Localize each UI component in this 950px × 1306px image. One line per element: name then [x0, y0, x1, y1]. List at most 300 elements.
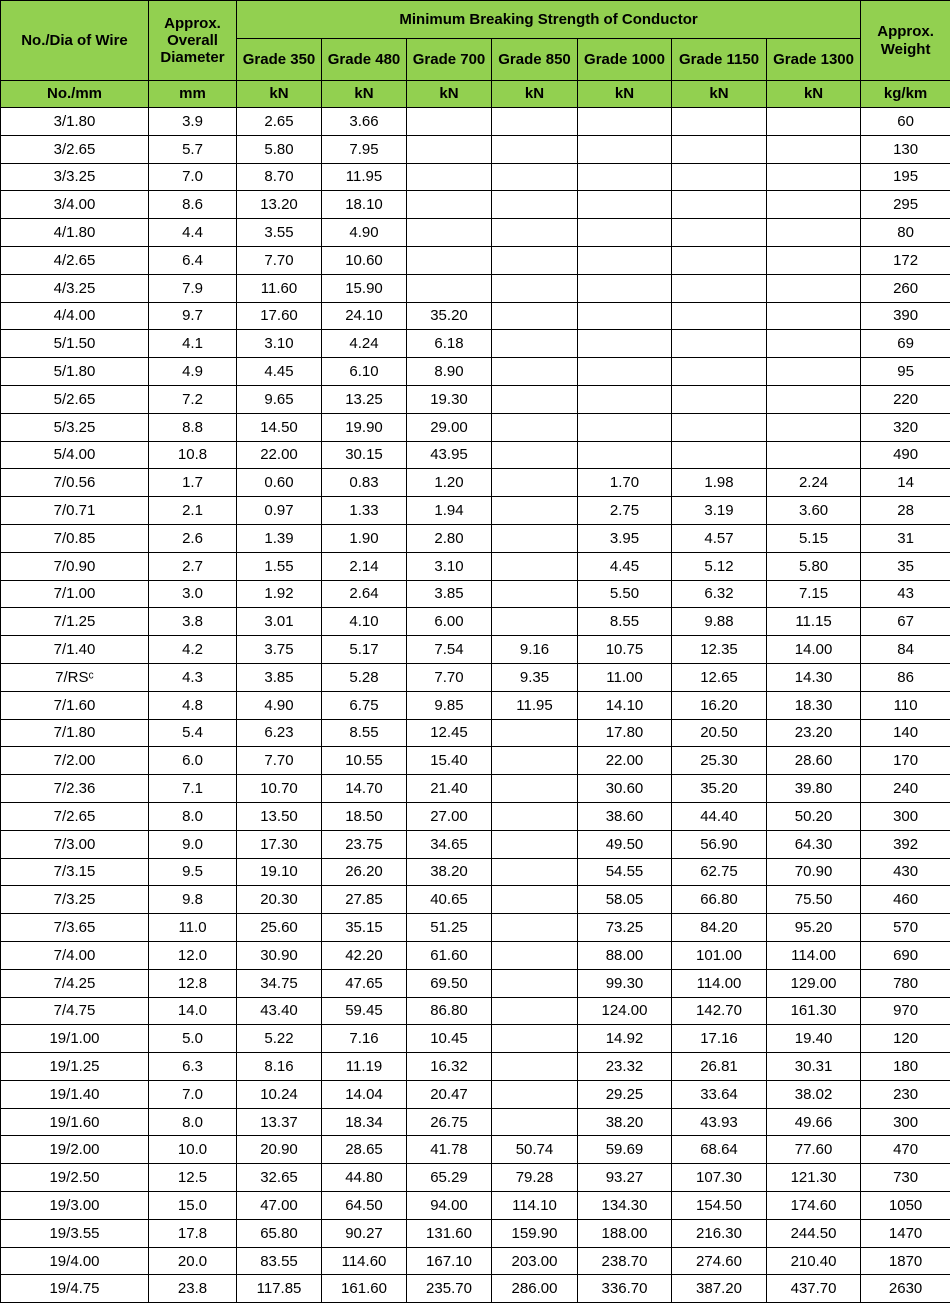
cell-grade-700: 3.85 — [407, 580, 492, 608]
cell-diameter: 6.4 — [149, 246, 237, 274]
cell-grade-1000 — [578, 135, 672, 163]
cell-wire: 7/4.25 — [1, 969, 149, 997]
table-row — [1, 108, 950, 136]
table-row — [1, 691, 950, 719]
cell-grade-350: 47.00 — [237, 1192, 322, 1220]
cell-grade-350: 13.50 — [237, 802, 322, 830]
cell-grade-1000: 93.27 — [578, 1164, 672, 1192]
header-grade-1300: Grade 1300 — [767, 39, 861, 81]
cell-grade-350: 43.40 — [237, 997, 322, 1025]
cell-weight: 60 — [861, 108, 950, 136]
cell-grade-1000: 99.30 — [578, 969, 672, 997]
cell-grade-700 — [407, 219, 492, 247]
cell-grade-480: 19.90 — [322, 413, 407, 441]
cell-wire: 7/3.25 — [1, 886, 149, 914]
cell-grade-480: 1.33 — [322, 497, 407, 525]
unit-grade-700: kN — [407, 81, 492, 108]
cell-weight: 120 — [861, 1025, 950, 1053]
cell-grade-350: 17.30 — [237, 830, 322, 858]
cell-grade-1300: 244.50 — [767, 1219, 861, 1247]
cell-diameter: 11.0 — [149, 914, 237, 942]
cell-grade-1150: 107.30 — [672, 1164, 767, 1192]
cell-grade-350: 117.85 — [237, 1275, 322, 1303]
cell-grade-700: 29.00 — [407, 413, 492, 441]
cell-diameter: 8.0 — [149, 802, 237, 830]
cell-wire: 7/0.56 — [1, 469, 149, 497]
table-row — [1, 497, 950, 525]
cell-grade-850 — [492, 1025, 578, 1053]
cell-diameter: 2.6 — [149, 524, 237, 552]
cell-wire: 5/3.25 — [1, 413, 149, 441]
cell-grade-480: 27.85 — [322, 886, 407, 914]
cell-grade-1000 — [578, 413, 672, 441]
cell-weight: 35 — [861, 552, 950, 580]
cell-grade-1000: 2.75 — [578, 497, 672, 525]
cell-diameter: 12.8 — [149, 969, 237, 997]
cell-grade-700: 27.00 — [407, 802, 492, 830]
cell-grade-1000: 29.25 — [578, 1080, 672, 1108]
cell-wire: 4/4.00 — [1, 302, 149, 330]
table-row — [1, 135, 950, 163]
cell-grade-350: 3.75 — [237, 636, 322, 664]
table-row — [1, 163, 950, 191]
cell-wire: 5/4.00 — [1, 441, 149, 469]
cell-grade-700: 6.00 — [407, 608, 492, 636]
cell-grade-480: 4.10 — [322, 608, 407, 636]
table-header — [1, 1, 950, 108]
cell-diameter: 3.8 — [149, 608, 237, 636]
cell-weight: 67 — [861, 608, 950, 636]
cell-wire: 4/3.25 — [1, 274, 149, 302]
cell-grade-1150: 5.12 — [672, 552, 767, 580]
cell-diameter: 12.0 — [149, 941, 237, 969]
cell-grade-350: 10.24 — [237, 1080, 322, 1108]
cell-grade-1300: 50.20 — [767, 802, 861, 830]
cell-grade-1000 — [578, 274, 672, 302]
cell-wire: 4/2.65 — [1, 246, 149, 274]
table-row — [1, 886, 950, 914]
cell-grade-700: 94.00 — [407, 1192, 492, 1220]
cell-grade-350: 10.70 — [237, 775, 322, 803]
cell-grade-1150 — [672, 191, 767, 219]
cell-diameter: 7.9 — [149, 274, 237, 302]
cell-grade-1300: 210.40 — [767, 1247, 861, 1275]
cell-weight: 392 — [861, 830, 950, 858]
cell-grade-1000: 134.30 — [578, 1192, 672, 1220]
table-row — [1, 524, 950, 552]
cell-grade-1300 — [767, 330, 861, 358]
cell-grade-700: 15.40 — [407, 747, 492, 775]
cell-weight: 295 — [861, 191, 950, 219]
cell-grade-350: 1.55 — [237, 552, 322, 580]
cell-grade-1000: 38.20 — [578, 1108, 672, 1136]
unit-grade-1300: kN — [767, 81, 861, 108]
cell-diameter: 23.8 — [149, 1275, 237, 1303]
cell-grade-700: 16.32 — [407, 1053, 492, 1081]
cell-grade-1300: 39.80 — [767, 775, 861, 803]
cell-grade-1150 — [672, 274, 767, 302]
table-row — [1, 914, 950, 942]
cell-grade-1300: 161.30 — [767, 997, 861, 1025]
cell-grade-1150: 12.35 — [672, 636, 767, 664]
table-row — [1, 1192, 950, 1220]
cell-grade-1300 — [767, 163, 861, 191]
cell-grade-1300: 114.00 — [767, 941, 861, 969]
cell-grade-700: 40.65 — [407, 886, 492, 914]
cell-grade-850: 286.00 — [492, 1275, 578, 1303]
cell-weight: 390 — [861, 302, 950, 330]
table-row — [1, 830, 950, 858]
cell-diameter: 2.7 — [149, 552, 237, 580]
unit-wire: No./mm — [1, 81, 149, 108]
cell-wire: 5/1.50 — [1, 330, 149, 358]
cell-grade-850 — [492, 358, 578, 386]
cell-grade-480: 6.10 — [322, 358, 407, 386]
cell-grade-480: 0.83 — [322, 469, 407, 497]
cell-diameter: 1.7 — [149, 469, 237, 497]
table-row — [1, 775, 950, 803]
cell-weight: 28 — [861, 497, 950, 525]
cell-grade-850 — [492, 941, 578, 969]
cell-diameter: 7.0 — [149, 1080, 237, 1108]
cell-grade-350: 65.80 — [237, 1219, 322, 1247]
table-row — [1, 1053, 950, 1081]
cell-grade-700 — [407, 191, 492, 219]
cell-grade-1300 — [767, 246, 861, 274]
cell-grade-480: 10.55 — [322, 747, 407, 775]
cell-wire: 7/RSᶜ — [1, 663, 149, 691]
cell-grade-850: 79.28 — [492, 1164, 578, 1192]
cell-grade-1000 — [578, 108, 672, 136]
cell-grade-1000: 1.70 — [578, 469, 672, 497]
cell-wire: 7/0.90 — [1, 552, 149, 580]
cell-grade-1150: 3.19 — [672, 497, 767, 525]
table-row — [1, 858, 950, 886]
cell-grade-480: 8.55 — [322, 719, 407, 747]
cell-grade-1300: 2.24 — [767, 469, 861, 497]
cell-grade-1150: 16.20 — [672, 691, 767, 719]
cell-grade-850: 9.16 — [492, 636, 578, 664]
cell-wire: 19/1.40 — [1, 1080, 149, 1108]
cell-grade-700: 10.45 — [407, 1025, 492, 1053]
cell-grade-1150 — [672, 302, 767, 330]
cell-grade-1000 — [578, 191, 672, 219]
cell-grade-1300 — [767, 441, 861, 469]
table-body — [1, 108, 950, 1303]
cell-wire: 5/1.80 — [1, 358, 149, 386]
cell-grade-350: 13.37 — [237, 1108, 322, 1136]
cell-grade-1150: 216.30 — [672, 1219, 767, 1247]
cell-grade-700: 34.65 — [407, 830, 492, 858]
cell-grade-480: 1.90 — [322, 524, 407, 552]
cell-grade-350: 0.60 — [237, 469, 322, 497]
cell-diameter: 8.8 — [149, 413, 237, 441]
cell-weight: 490 — [861, 441, 950, 469]
cell-grade-1300 — [767, 358, 861, 386]
cell-grade-850: 11.95 — [492, 691, 578, 719]
cell-wire: 19/1.60 — [1, 1108, 149, 1136]
cell-grade-1000: 188.00 — [578, 1219, 672, 1247]
cell-grade-850 — [492, 1053, 578, 1081]
cell-grade-350: 17.60 — [237, 302, 322, 330]
cell-grade-1150: 62.75 — [672, 858, 767, 886]
cell-grade-480: 6.75 — [322, 691, 407, 719]
cell-wire: 7/4.00 — [1, 941, 149, 969]
cell-grade-1150: 44.40 — [672, 802, 767, 830]
cell-grade-480: 18.10 — [322, 191, 407, 219]
cell-grade-1300 — [767, 274, 861, 302]
cell-grade-480: 24.10 — [322, 302, 407, 330]
cell-grade-350: 8.70 — [237, 163, 322, 191]
cell-diameter: 6.3 — [149, 1053, 237, 1081]
cell-grade-350: 2.65 — [237, 108, 322, 136]
cell-weight: 730 — [861, 1164, 950, 1192]
cell-weight: 31 — [861, 524, 950, 552]
cell-weight: 320 — [861, 413, 950, 441]
cell-grade-850 — [492, 914, 578, 942]
cell-grade-700: 235.70 — [407, 1275, 492, 1303]
cell-grade-850 — [492, 969, 578, 997]
cell-wire: 3/1.80 — [1, 108, 149, 136]
table-row — [1, 1108, 950, 1136]
cell-diameter: 6.0 — [149, 747, 237, 775]
cell-grade-1000: 124.00 — [578, 997, 672, 1025]
header-wire: No./Dia of Wire — [1, 1, 149, 81]
cell-grade-1300: 437.70 — [767, 1275, 861, 1303]
cell-grade-350: 8.16 — [237, 1053, 322, 1081]
cell-weight: 110 — [861, 691, 950, 719]
cell-grade-1300: 121.30 — [767, 1164, 861, 1192]
cell-wire: 19/4.75 — [1, 1275, 149, 1303]
cell-grade-1150 — [672, 163, 767, 191]
cell-grade-1000 — [578, 163, 672, 191]
cell-grade-1000: 49.50 — [578, 830, 672, 858]
unit-grade-1150: kN — [672, 81, 767, 108]
cell-grade-480: 2.14 — [322, 552, 407, 580]
cell-diameter: 3.0 — [149, 580, 237, 608]
cell-grade-350: 7.70 — [237, 747, 322, 775]
cell-wire: 3/3.25 — [1, 163, 149, 191]
cell-grade-850 — [492, 608, 578, 636]
cell-wire: 7/1.00 — [1, 580, 149, 608]
cell-grade-850 — [492, 330, 578, 358]
table-row — [1, 1025, 950, 1053]
cell-grade-1150: 84.20 — [672, 914, 767, 942]
cell-weight: 570 — [861, 914, 950, 942]
cell-grade-850: 50.74 — [492, 1136, 578, 1164]
cell-grade-1150: 66.80 — [672, 886, 767, 914]
cell-grade-350: 3.01 — [237, 608, 322, 636]
cell-weight: 130 — [861, 135, 950, 163]
cell-grade-700: 51.25 — [407, 914, 492, 942]
cell-grade-1000: 238.70 — [578, 1247, 672, 1275]
cell-diameter: 15.0 — [149, 1192, 237, 1220]
table-row — [1, 469, 950, 497]
table-row — [1, 941, 950, 969]
cell-diameter: 7.0 — [149, 163, 237, 191]
cell-grade-480: 30.15 — [322, 441, 407, 469]
cell-grade-1300: 70.90 — [767, 858, 861, 886]
cell-grade-1300: 38.02 — [767, 1080, 861, 1108]
cell-grade-1150: 43.93 — [672, 1108, 767, 1136]
cell-grade-700: 8.90 — [407, 358, 492, 386]
cell-wire: 7/1.60 — [1, 691, 149, 719]
cell-grade-700: 167.10 — [407, 1247, 492, 1275]
cell-grade-850 — [492, 413, 578, 441]
cell-grade-350: 83.55 — [237, 1247, 322, 1275]
cell-grade-1150: 56.90 — [672, 830, 767, 858]
cell-grade-350: 4.45 — [237, 358, 322, 386]
cell-grade-1300: 18.30 — [767, 691, 861, 719]
cell-grade-850 — [492, 1108, 578, 1136]
cell-grade-1000: 11.00 — [578, 663, 672, 691]
table-row — [1, 719, 950, 747]
cell-grade-1000 — [578, 385, 672, 413]
cell-diameter: 7.1 — [149, 775, 237, 803]
cell-grade-480: 5.28 — [322, 663, 407, 691]
unit-grade-480: kN — [322, 81, 407, 108]
cell-grade-1150: 17.16 — [672, 1025, 767, 1053]
cell-grade-700: 38.20 — [407, 858, 492, 886]
header-grade-1000: Grade 1000 — [578, 39, 672, 81]
cell-grade-700: 21.40 — [407, 775, 492, 803]
cell-grade-700 — [407, 163, 492, 191]
table-row — [1, 219, 950, 247]
cell-grade-1150: 9.88 — [672, 608, 767, 636]
cell-grade-350: 1.92 — [237, 580, 322, 608]
cell-weight: 69 — [861, 330, 950, 358]
cell-grade-1000 — [578, 441, 672, 469]
cell-grade-700: 69.50 — [407, 969, 492, 997]
cell-grade-700: 61.60 — [407, 941, 492, 969]
cell-grade-1000: 54.55 — [578, 858, 672, 886]
cell-grade-1150: 154.50 — [672, 1192, 767, 1220]
cell-grade-850 — [492, 302, 578, 330]
cell-weight: 172 — [861, 246, 950, 274]
cell-weight: 780 — [861, 969, 950, 997]
cell-weight: 240 — [861, 775, 950, 803]
table-row — [1, 552, 950, 580]
cell-diameter: 12.5 — [149, 1164, 237, 1192]
cell-grade-1150: 274.60 — [672, 1247, 767, 1275]
table-row — [1, 608, 950, 636]
cell-grade-350: 14.50 — [237, 413, 322, 441]
cell-grade-850 — [492, 747, 578, 775]
cell-weight: 430 — [861, 858, 950, 886]
cell-grade-850: 159.90 — [492, 1219, 578, 1247]
cell-weight: 300 — [861, 1108, 950, 1136]
cell-grade-1150: 12.65 — [672, 663, 767, 691]
cell-grade-480: 28.65 — [322, 1136, 407, 1164]
cell-diameter: 10.8 — [149, 441, 237, 469]
cell-diameter: 14.0 — [149, 997, 237, 1025]
cell-wire: 7/3.00 — [1, 830, 149, 858]
cell-grade-1150 — [672, 108, 767, 136]
cell-grade-1150: 25.30 — [672, 747, 767, 775]
cell-grade-480: 2.64 — [322, 580, 407, 608]
cell-grade-850 — [492, 997, 578, 1025]
cell-grade-1300 — [767, 302, 861, 330]
cell-grade-480: 14.04 — [322, 1080, 407, 1108]
cell-grade-850: 9.35 — [492, 663, 578, 691]
cell-diameter: 7.2 — [149, 385, 237, 413]
cell-grade-1300 — [767, 108, 861, 136]
cell-diameter: 20.0 — [149, 1247, 237, 1275]
cell-grade-1000: 58.05 — [578, 886, 672, 914]
cell-grade-1000: 10.75 — [578, 636, 672, 664]
cell-grade-1150 — [672, 246, 767, 274]
cell-grade-1150: 20.50 — [672, 719, 767, 747]
cell-wire: 7/1.25 — [1, 608, 149, 636]
cell-wire: 7/1.40 — [1, 636, 149, 664]
table-row — [1, 330, 950, 358]
cell-diameter: 9.0 — [149, 830, 237, 858]
cell-grade-700 — [407, 274, 492, 302]
cell-grade-850 — [492, 830, 578, 858]
cell-diameter: 3.9 — [149, 108, 237, 136]
cell-wire: 7/0.71 — [1, 497, 149, 525]
cell-grade-1000: 22.00 — [578, 747, 672, 775]
cell-grade-850 — [492, 552, 578, 580]
cell-grade-700 — [407, 246, 492, 274]
cell-diameter: 4.2 — [149, 636, 237, 664]
cell-grade-850: 114.10 — [492, 1192, 578, 1220]
cell-grade-480: 161.60 — [322, 1275, 407, 1303]
cell-grade-1300: 49.66 — [767, 1108, 861, 1136]
cell-weight: 14 — [861, 469, 950, 497]
cell-wire: 19/4.00 — [1, 1247, 149, 1275]
cell-diameter: 4.8 — [149, 691, 237, 719]
cell-grade-480: 47.65 — [322, 969, 407, 997]
cell-grade-480: 5.17 — [322, 636, 407, 664]
cell-grade-700: 131.60 — [407, 1219, 492, 1247]
cell-grade-850 — [492, 497, 578, 525]
cell-grade-1150: 142.70 — [672, 997, 767, 1025]
cell-grade-350: 13.20 — [237, 191, 322, 219]
cell-grade-1000 — [578, 358, 672, 386]
cell-diameter: 17.8 — [149, 1219, 237, 1247]
cell-grade-1150: 68.64 — [672, 1136, 767, 1164]
cell-diameter: 4.3 — [149, 663, 237, 691]
cell-weight: 86 — [861, 663, 950, 691]
cell-weight: 140 — [861, 719, 950, 747]
cell-diameter: 8.0 — [149, 1108, 237, 1136]
cell-grade-480: 18.34 — [322, 1108, 407, 1136]
cell-grade-480: 4.90 — [322, 219, 407, 247]
cell-grade-850 — [492, 775, 578, 803]
cell-grade-1000: 30.60 — [578, 775, 672, 803]
cell-grade-350: 0.97 — [237, 497, 322, 525]
cell-grade-1150: 35.20 — [672, 775, 767, 803]
cell-grade-1300: 174.60 — [767, 1192, 861, 1220]
cell-grade-350: 5.22 — [237, 1025, 322, 1053]
unit-diameter: mm — [149, 81, 237, 108]
cell-grade-700: 19.30 — [407, 385, 492, 413]
cell-weight: 195 — [861, 163, 950, 191]
cell-grade-850 — [492, 802, 578, 830]
cell-grade-1150: 387.20 — [672, 1275, 767, 1303]
cell-grade-850 — [492, 441, 578, 469]
cell-grade-350: 20.30 — [237, 886, 322, 914]
cell-weight: 220 — [861, 385, 950, 413]
table-row — [1, 636, 950, 664]
cell-grade-1300 — [767, 385, 861, 413]
cell-diameter: 4.1 — [149, 330, 237, 358]
cell-grade-700: 65.29 — [407, 1164, 492, 1192]
cell-grade-1000: 59.69 — [578, 1136, 672, 1164]
cell-grade-1150: 33.64 — [672, 1080, 767, 1108]
cell-grade-1150 — [672, 219, 767, 247]
